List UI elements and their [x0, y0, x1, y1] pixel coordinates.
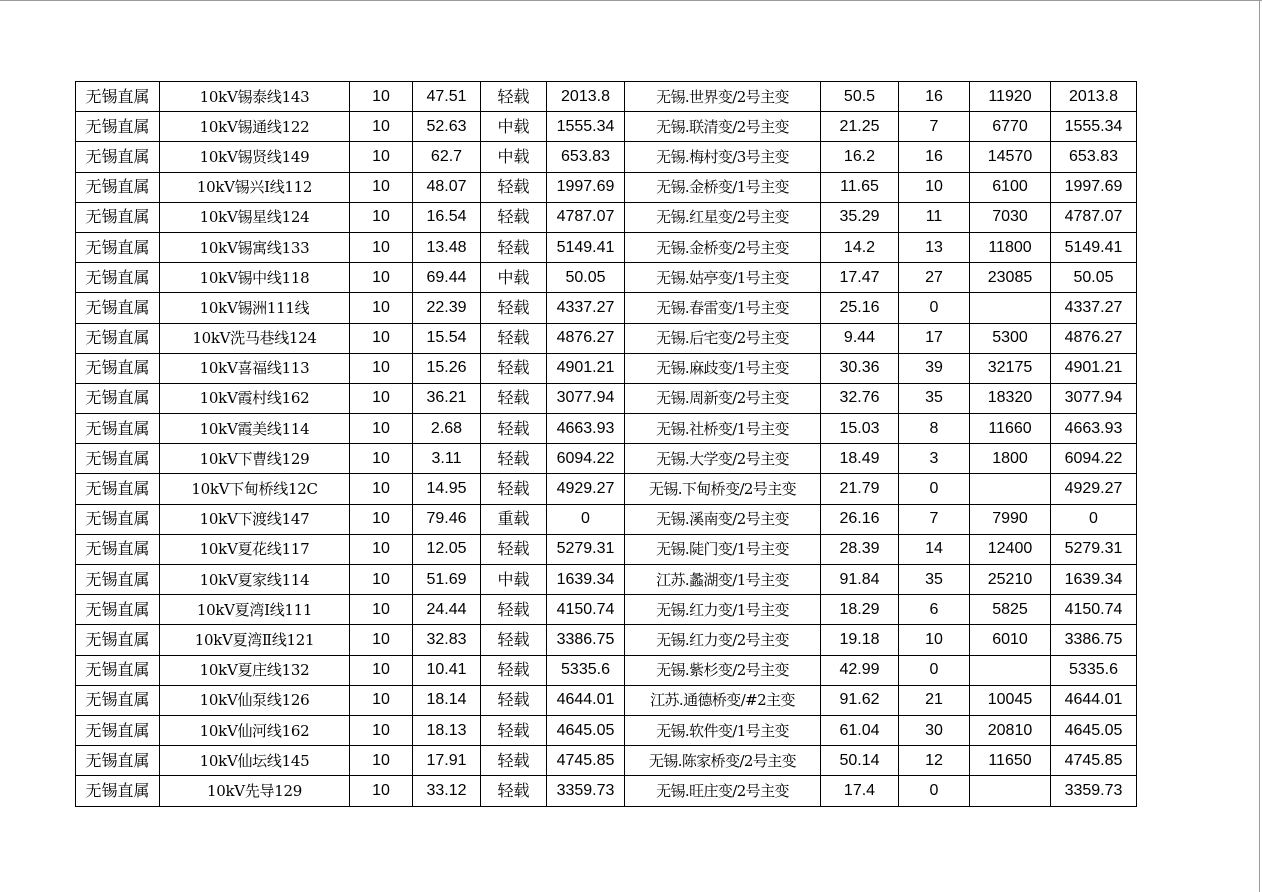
line-name-cell: 10kV仙河线162: [160, 715, 350, 745]
margin-cell: 1997.69: [547, 172, 625, 202]
transformer-rate-cell: 21.79: [821, 474, 899, 504]
substation-cell: 无锡.红星变/2号主变: [625, 202, 821, 232]
margin-cell: 4644.01: [547, 685, 625, 715]
voltage-cell: 10: [350, 625, 413, 655]
table-row: [76, 353, 1137, 383]
line-name-cell: 10kV下渡线147: [160, 504, 350, 534]
load-status-cell: 轻载: [481, 414, 547, 444]
margin-cell: 2013.8: [547, 82, 625, 112]
available-cell: 4876.27: [1051, 323, 1137, 353]
page-top-edge: [0, 0, 1262, 1]
substation-cell: 无锡.麻歧变/1号主变: [625, 353, 821, 383]
company-cell: 无锡直属: [76, 112, 160, 142]
company-cell: 无锡直属: [76, 474, 160, 504]
margin-cell: 4150.74: [547, 595, 625, 625]
available-cell: 3077.94: [1051, 383, 1137, 413]
margin-cell: 50.05: [547, 263, 625, 293]
line-name-cell: 10kV喜福线113: [160, 353, 350, 383]
table-row: [76, 142, 1137, 172]
load-status-cell: 轻载: [481, 293, 547, 323]
capacity-cell: [970, 776, 1051, 806]
available-cell: 3359.73: [1051, 776, 1137, 806]
voltage-cell: 10: [350, 685, 413, 715]
voltage-cell: 10: [350, 202, 413, 232]
count-cell: 6: [899, 595, 970, 625]
substation-cell: 无锡.红力变/1号主变: [625, 595, 821, 625]
company-cell: 无锡直属: [76, 202, 160, 232]
load-status-cell: 轻载: [481, 655, 547, 685]
substation-cell: 无锡.紫杉变/2号主变: [625, 655, 821, 685]
load-status-cell: 轻载: [481, 685, 547, 715]
transformer-rate-cell: 91.84: [821, 565, 899, 595]
capacity-cell: 14570: [970, 142, 1051, 172]
available-cell: 4663.93: [1051, 414, 1137, 444]
available-cell: 1997.69: [1051, 172, 1137, 202]
load-rate-cell: 24.44: [413, 595, 481, 625]
line-name-cell: 10kV夏庄线132: [160, 655, 350, 685]
load-rate-cell: 15.54: [413, 323, 481, 353]
line-name-cell: 10kV夏家线114: [160, 565, 350, 595]
company-cell: 无锡直属: [76, 142, 160, 172]
voltage-cell: 10: [350, 595, 413, 625]
margin-cell: 6094.22: [547, 444, 625, 474]
transformer-rate-cell: 16.2: [821, 142, 899, 172]
capacity-cell: 32175: [970, 353, 1051, 383]
substation-cell: 无锡.溪南变/2号主变: [625, 504, 821, 534]
load-status-cell: 中载: [481, 112, 547, 142]
load-status-cell: 重载: [481, 504, 547, 534]
load-rate-cell: 17.91: [413, 746, 481, 776]
transformer-rate-cell: 11.65: [821, 172, 899, 202]
available-cell: 4645.05: [1051, 715, 1137, 745]
capacity-cell: 18320: [970, 383, 1051, 413]
capacity-cell: [970, 293, 1051, 323]
substation-cell: 江苏.通德桥变/#2主变: [625, 685, 821, 715]
count-cell: 12: [899, 746, 970, 776]
table-row: [76, 263, 1137, 293]
voltage-cell: 10: [350, 323, 413, 353]
load-status-cell: 轻载: [481, 474, 547, 504]
company-cell: 无锡直属: [76, 504, 160, 534]
count-cell: 0: [899, 293, 970, 323]
company-cell: 无锡直属: [76, 776, 160, 806]
count-cell: 11: [899, 202, 970, 232]
load-rate-cell: 13.48: [413, 232, 481, 262]
line-name-cell: 10kV锡中线118: [160, 263, 350, 293]
capacity-cell: 10045: [970, 685, 1051, 715]
available-cell: 2013.8: [1051, 82, 1137, 112]
transformer-rate-cell: 14.2: [821, 232, 899, 262]
load-rate-cell: 16.54: [413, 202, 481, 232]
transformer-rate-cell: 35.29: [821, 202, 899, 232]
available-cell: 6094.22: [1051, 444, 1137, 474]
count-cell: 0: [899, 655, 970, 685]
voltage-cell: 10: [350, 293, 413, 323]
margin-cell: 4876.27: [547, 323, 625, 353]
company-cell: 无锡直属: [76, 293, 160, 323]
substation-cell: 无锡.后宅变/2号主变: [625, 323, 821, 353]
substation-cell: 无锡.下甸桥变/2号主变: [625, 474, 821, 504]
load-status-cell: 轻载: [481, 172, 547, 202]
count-cell: 10: [899, 625, 970, 655]
feeder-load-table: [75, 81, 1137, 807]
substation-cell: 无锡.姑亭变/1号主变: [625, 263, 821, 293]
capacity-cell: 6010: [970, 625, 1051, 655]
voltage-cell: 10: [350, 142, 413, 172]
available-cell: 50.05: [1051, 263, 1137, 293]
capacity-cell: 11660: [970, 414, 1051, 444]
table-row: [76, 293, 1137, 323]
transformer-rate-cell: 9.44: [821, 323, 899, 353]
available-cell: 5149.41: [1051, 232, 1137, 262]
count-cell: 13: [899, 232, 970, 262]
substation-cell: 无锡.社桥变/1号主变: [625, 414, 821, 444]
company-cell: 无锡直属: [76, 565, 160, 595]
count-cell: 3: [899, 444, 970, 474]
load-status-cell: 轻载: [481, 323, 547, 353]
load-rate-cell: 69.44: [413, 263, 481, 293]
load-rate-cell: 18.14: [413, 685, 481, 715]
count-cell: 35: [899, 565, 970, 595]
transformer-rate-cell: 17.4: [821, 776, 899, 806]
page-right-edge: [1259, 0, 1260, 892]
available-cell: 5335.6: [1051, 655, 1137, 685]
transformer-rate-cell: 26.16: [821, 504, 899, 534]
margin-cell: 4645.05: [547, 715, 625, 745]
available-cell: 3386.75: [1051, 625, 1137, 655]
capacity-cell: 11800: [970, 232, 1051, 262]
table-row: [76, 444, 1137, 474]
voltage-cell: 10: [350, 383, 413, 413]
table-row: [76, 82, 1137, 112]
capacity-cell: 20810: [970, 715, 1051, 745]
line-name-cell: 10kV霞美线114: [160, 414, 350, 444]
table-row: [76, 776, 1137, 806]
capacity-cell: 11920: [970, 82, 1051, 112]
transformer-rate-cell: 28.39: [821, 534, 899, 564]
load-status-cell: 中载: [481, 142, 547, 172]
load-rate-cell: 52.63: [413, 112, 481, 142]
count-cell: 27: [899, 263, 970, 293]
table-row: [76, 112, 1137, 142]
transformer-rate-cell: 21.25: [821, 112, 899, 142]
table-row: [76, 534, 1137, 564]
company-cell: 无锡直属: [76, 82, 160, 112]
voltage-cell: 10: [350, 746, 413, 776]
transformer-rate-cell: 50.5: [821, 82, 899, 112]
capacity-cell: 5300: [970, 323, 1051, 353]
available-cell: 4901.21: [1051, 353, 1137, 383]
substation-cell: 无锡.红力变/2号主变: [625, 625, 821, 655]
voltage-cell: 10: [350, 776, 413, 806]
line-name-cell: 10kV洗马巷线124: [160, 323, 350, 353]
substation-cell: 无锡.梅村变/3号主变: [625, 142, 821, 172]
company-cell: 无锡直属: [76, 232, 160, 262]
table-row: [76, 323, 1137, 353]
load-status-cell: 轻载: [481, 383, 547, 413]
capacity-cell: 7030: [970, 202, 1051, 232]
count-cell: 17: [899, 323, 970, 353]
count-cell: 16: [899, 82, 970, 112]
count-cell: 39: [899, 353, 970, 383]
available-cell: 4745.85: [1051, 746, 1137, 776]
line-name-cell: 10kV先导129: [160, 776, 350, 806]
substation-cell: 无锡.世界变/2号主变: [625, 82, 821, 112]
table-row: [76, 414, 1137, 444]
load-rate-cell: 18.13: [413, 715, 481, 745]
transformer-rate-cell: 91.62: [821, 685, 899, 715]
count-cell: 16: [899, 142, 970, 172]
transformer-rate-cell: 18.49: [821, 444, 899, 474]
margin-cell: 5149.41: [547, 232, 625, 262]
load-status-cell: 中载: [481, 263, 547, 293]
available-cell: 4787.07: [1051, 202, 1137, 232]
count-cell: 8: [899, 414, 970, 444]
substation-cell: 无锡.旺庄变/2号主变: [625, 776, 821, 806]
line-name-cell: 10kV锡通线122: [160, 112, 350, 142]
margin-cell: 4745.85: [547, 746, 625, 776]
transformer-rate-cell: 61.04: [821, 715, 899, 745]
available-cell: 4644.01: [1051, 685, 1137, 715]
substation-cell: 无锡.大学变/2号主变: [625, 444, 821, 474]
line-name-cell: 10kV锡星线124: [160, 202, 350, 232]
transformer-rate-cell: 50.14: [821, 746, 899, 776]
voltage-cell: 10: [350, 414, 413, 444]
count-cell: 0: [899, 474, 970, 504]
substation-cell: 无锡.陡门变/1号主变: [625, 534, 821, 564]
capacity-cell: 11650: [970, 746, 1051, 776]
voltage-cell: 10: [350, 534, 413, 564]
count-cell: 21: [899, 685, 970, 715]
count-cell: 0: [899, 776, 970, 806]
load-status-cell: 轻载: [481, 534, 547, 564]
voltage-cell: 10: [350, 474, 413, 504]
line-name-cell: 10kV仙泵线126: [160, 685, 350, 715]
load-status-cell: 轻载: [481, 595, 547, 625]
table-row: [76, 715, 1137, 745]
table-row: [76, 746, 1137, 776]
available-cell: 4337.27: [1051, 293, 1137, 323]
load-rate-cell: 33.12: [413, 776, 481, 806]
capacity-cell: 1800: [970, 444, 1051, 474]
available-cell: 4150.74: [1051, 595, 1137, 625]
voltage-cell: 10: [350, 565, 413, 595]
substation-cell: 无锡.金桥变/2号主变: [625, 232, 821, 262]
company-cell: 无锡直属: [76, 746, 160, 776]
table-row: [76, 202, 1137, 232]
margin-cell: 4787.07: [547, 202, 625, 232]
line-name-cell: 10kV夏湾Ⅰ线111: [160, 595, 350, 625]
voltage-cell: 10: [350, 715, 413, 745]
available-cell: 1555.34: [1051, 112, 1137, 142]
table-row: [76, 625, 1137, 655]
margin-cell: 1639.34: [547, 565, 625, 595]
count-cell: 35: [899, 383, 970, 413]
load-rate-cell: 12.05: [413, 534, 481, 564]
load-status-cell: 轻载: [481, 625, 547, 655]
table-body: [76, 82, 1137, 807]
capacity-cell: 6770: [970, 112, 1051, 142]
available-cell: 1639.34: [1051, 565, 1137, 595]
margin-cell: 1555.34: [547, 112, 625, 142]
voltage-cell: 10: [350, 444, 413, 474]
load-rate-cell: 10.41: [413, 655, 481, 685]
voltage-cell: 10: [350, 263, 413, 293]
transformer-rate-cell: 15.03: [821, 414, 899, 444]
count-cell: 7: [899, 112, 970, 142]
voltage-cell: 10: [350, 112, 413, 142]
load-rate-cell: 22.39: [413, 293, 481, 323]
line-name-cell: 10kV锡贤线149: [160, 142, 350, 172]
load-rate-cell: 79.46: [413, 504, 481, 534]
available-cell: 653.83: [1051, 142, 1137, 172]
load-status-cell: 轻载: [481, 232, 547, 262]
company-cell: 无锡直属: [76, 444, 160, 474]
margin-cell: 3386.75: [547, 625, 625, 655]
company-cell: 无锡直属: [76, 414, 160, 444]
line-name-cell: 10kV锡洲111线: [160, 293, 350, 323]
load-status-cell: 轻载: [481, 202, 547, 232]
count-cell: 14: [899, 534, 970, 564]
capacity-cell: [970, 474, 1051, 504]
company-cell: 无锡直属: [76, 534, 160, 564]
substation-cell: 无锡.软件变/1号主变: [625, 715, 821, 745]
available-cell: 5279.31: [1051, 534, 1137, 564]
margin-cell: 4901.21: [547, 353, 625, 383]
margin-cell: 0: [547, 504, 625, 534]
load-status-cell: 轻载: [481, 82, 547, 112]
load-rate-cell: 47.51: [413, 82, 481, 112]
capacity-cell: 7990: [970, 504, 1051, 534]
load-rate-cell: 3.11: [413, 444, 481, 474]
load-rate-cell: 48.07: [413, 172, 481, 202]
line-name-cell: 10kV下曹线129: [160, 444, 350, 474]
line-name-cell: 10kV下甸桥线12C: [160, 474, 350, 504]
substation-cell: 无锡.周新变/2号主变: [625, 383, 821, 413]
load-status-cell: 轻载: [481, 715, 547, 745]
load-status-cell: 轻载: [481, 746, 547, 776]
company-cell: 无锡直属: [76, 172, 160, 202]
voltage-cell: 10: [350, 353, 413, 383]
table-row: [76, 655, 1137, 685]
load-status-cell: 轻载: [481, 776, 547, 806]
substation-cell: 无锡.春雷变/1号主变: [625, 293, 821, 323]
available-cell: 4929.27: [1051, 474, 1137, 504]
capacity-cell: 23085: [970, 263, 1051, 293]
table-row: [76, 474, 1137, 504]
load-status-cell: 轻载: [481, 353, 547, 383]
load-status-cell: 中载: [481, 565, 547, 595]
company-cell: 无锡直属: [76, 655, 160, 685]
table-row: [76, 172, 1137, 202]
line-name-cell: 10kV夏花线117: [160, 534, 350, 564]
substation-cell: 江苏.蠡湖变/1号主变: [625, 565, 821, 595]
substation-cell: 无锡.陈家桥变/2号主变: [625, 746, 821, 776]
transformer-rate-cell: 19.18: [821, 625, 899, 655]
margin-cell: 5279.31: [547, 534, 625, 564]
company-cell: 无锡直属: [76, 685, 160, 715]
voltage-cell: 10: [350, 82, 413, 112]
count-cell: 10: [899, 172, 970, 202]
line-name-cell: 10kV锡寓线133: [160, 232, 350, 262]
load-rate-cell: 62.7: [413, 142, 481, 172]
company-cell: 无锡直属: [76, 595, 160, 625]
load-rate-cell: 2.68: [413, 414, 481, 444]
company-cell: 无锡直属: [76, 353, 160, 383]
table-row: [76, 595, 1137, 625]
transformer-rate-cell: 18.29: [821, 595, 899, 625]
capacity-cell: 12400: [970, 534, 1051, 564]
margin-cell: 3077.94: [547, 383, 625, 413]
company-cell: 无锡直属: [76, 323, 160, 353]
company-cell: 无锡直属: [76, 383, 160, 413]
line-name-cell: 10kV仙坛线145: [160, 746, 350, 776]
table-row: [76, 504, 1137, 534]
voltage-cell: 10: [350, 655, 413, 685]
line-name-cell: 10kV锡兴Ⅰ线112: [160, 172, 350, 202]
transformer-rate-cell: 17.47: [821, 263, 899, 293]
line-name-cell: 10kV锡泰线143: [160, 82, 350, 112]
table-row: [76, 383, 1137, 413]
margin-cell: 3359.73: [547, 776, 625, 806]
margin-cell: 4337.27: [547, 293, 625, 323]
company-cell: 无锡直属: [76, 715, 160, 745]
transformer-rate-cell: 32.76: [821, 383, 899, 413]
margin-cell: 653.83: [547, 142, 625, 172]
transformer-rate-cell: 30.36: [821, 353, 899, 383]
count-cell: 7: [899, 504, 970, 534]
company-cell: 无锡直属: [76, 625, 160, 655]
load-status-cell: 轻载: [481, 444, 547, 474]
line-name-cell: 10kV霞村线162: [160, 383, 350, 413]
margin-cell: 4929.27: [547, 474, 625, 504]
load-rate-cell: 36.21: [413, 383, 481, 413]
line-name-cell: 10kV夏湾Ⅱ线121: [160, 625, 350, 655]
table-row: [76, 685, 1137, 715]
transformer-rate-cell: 25.16: [821, 293, 899, 323]
voltage-cell: 10: [350, 504, 413, 534]
table-row: [76, 232, 1137, 262]
load-rate-cell: 15.26: [413, 353, 481, 383]
transformer-rate-cell: 42.99: [821, 655, 899, 685]
capacity-cell: 6100: [970, 172, 1051, 202]
voltage-cell: 10: [350, 232, 413, 262]
substation-cell: 无锡.金桥变/1号主变: [625, 172, 821, 202]
substation-cell: 无锡.联清变/2号主变: [625, 112, 821, 142]
company-cell: 无锡直属: [76, 263, 160, 293]
available-cell: 0: [1051, 504, 1137, 534]
capacity-cell: 5825: [970, 595, 1051, 625]
margin-cell: 5335.6: [547, 655, 625, 685]
table-row: [76, 565, 1137, 595]
voltage-cell: 10: [350, 172, 413, 202]
capacity-cell: [970, 655, 1051, 685]
capacity-cell: 25210: [970, 565, 1051, 595]
load-rate-cell: 32.83: [413, 625, 481, 655]
load-rate-cell: 14.95: [413, 474, 481, 504]
load-rate-cell: 51.69: [413, 565, 481, 595]
count-cell: 30: [899, 715, 970, 745]
margin-cell: 4663.93: [547, 414, 625, 444]
